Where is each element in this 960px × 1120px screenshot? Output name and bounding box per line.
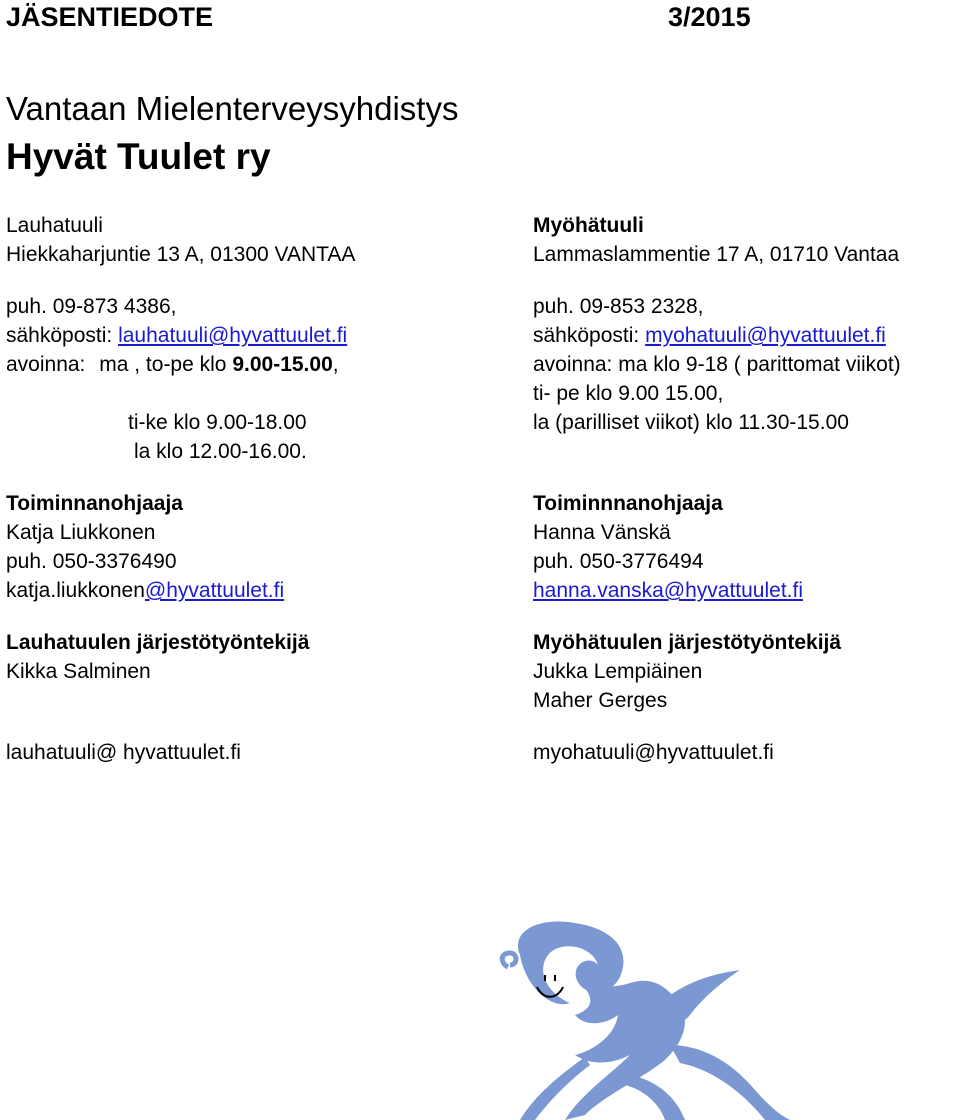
- footer-email: myohatuuli@hyvattuulet.fi: [533, 741, 774, 764]
- coordinator-email-user: katja.liukkonen: [6, 579, 145, 602]
- newsletter-title: JÄSENTIEDOTE: [6, 2, 214, 32]
- worker-name-2: Maher Gerges: [533, 689, 668, 712]
- email-link[interactable]: lauhatuuli@hyvattuulet.fi: [118, 324, 348, 347]
- coordinator-name: Katja Liukkonen: [6, 521, 156, 544]
- email-line: [533, 321, 958, 350]
- coordinator-phone: puh. 050-3376490: [6, 550, 177, 573]
- worker-name: Kikka Salminen: [6, 660, 151, 683]
- opening-hours-3: la (parilliset viikot) klo 11.30-15.00: [533, 411, 849, 434]
- email-link[interactable]: myohatuuli@hyvattuulet.fi: [645, 324, 886, 347]
- opening-hours-line: [6, 350, 506, 379]
- location-name: Lauhatuuli: [6, 214, 103, 237]
- coordinator-name: Hanna Vänskä: [533, 521, 671, 544]
- coordinator-phone: puh. 050-3776494: [533, 550, 704, 573]
- organization-name: Vantaan Mielenterveysyhdistys: [6, 90, 459, 127]
- myohatuuli-column: [533, 211, 958, 767]
- opening-hours-2: ti-ke klo 9.00-18.00: [128, 411, 307, 434]
- worker-title: Myöhätuulen järjestötyöntekijä: [533, 631, 842, 654]
- email-label: sähköposti:: [6, 324, 113, 347]
- coordinator-email-link[interactable]: @hyvattuulet.fi: [144, 579, 285, 602]
- issue-number: 3/2015: [668, 2, 751, 32]
- coordinator-title: Toiminnanohjaaja: [6, 492, 183, 515]
- location-phone: puh. 09-873 4386,: [6, 295, 177, 318]
- location-name: Myöhätuuli: [533, 214, 644, 237]
- coordinator-email-link[interactable]: hanna.vanska@hyvattuulet.fi: [533, 579, 803, 602]
- opening-time: 9.00-15.00: [232, 353, 333, 376]
- location-address: Hiekkaharjuntie 13 A, 01300 VANTAA: [6, 243, 356, 266]
- opening-hours-3: la klo 12.00-16.00.: [134, 440, 307, 463]
- email-line: [6, 321, 506, 350]
- organization-subtitle: Hyvät Tuulet ry: [6, 136, 271, 177]
- coordinator-email: [6, 576, 506, 605]
- worker-title: Lauhatuulen järjestötyöntekijä: [6, 631, 310, 654]
- coordinator-email: [533, 576, 958, 605]
- email-label: sähköposti:: [533, 324, 640, 347]
- location-address: Lammaslammentie 17 A, 01710 Vantaa: [533, 243, 900, 266]
- worker-name-1: Jukka Lempiäinen: [533, 660, 703, 683]
- coordinator-title: Toiminnnanohjaaja: [533, 492, 723, 515]
- swirl-wind-face-icon: [480, 915, 810, 1120]
- opening-hours-2: ti- pe klo 9.00 15.00,: [533, 382, 724, 405]
- footer-email: lauhatuuli@ hyvattuulet.fi: [6, 741, 241, 764]
- opening-days: ma , to-pe klo: [99, 353, 227, 376]
- location-phone: puh. 09-853 2328,: [533, 295, 704, 318]
- opening-label: avoinna:: [6, 353, 86, 376]
- opening-hours-1: avoinna: ma klo 9-18 ( parittomat viikot): [533, 353, 901, 376]
- lauhatuuli-column: [6, 211, 506, 767]
- opening-suffix: ,: [332, 353, 339, 376]
